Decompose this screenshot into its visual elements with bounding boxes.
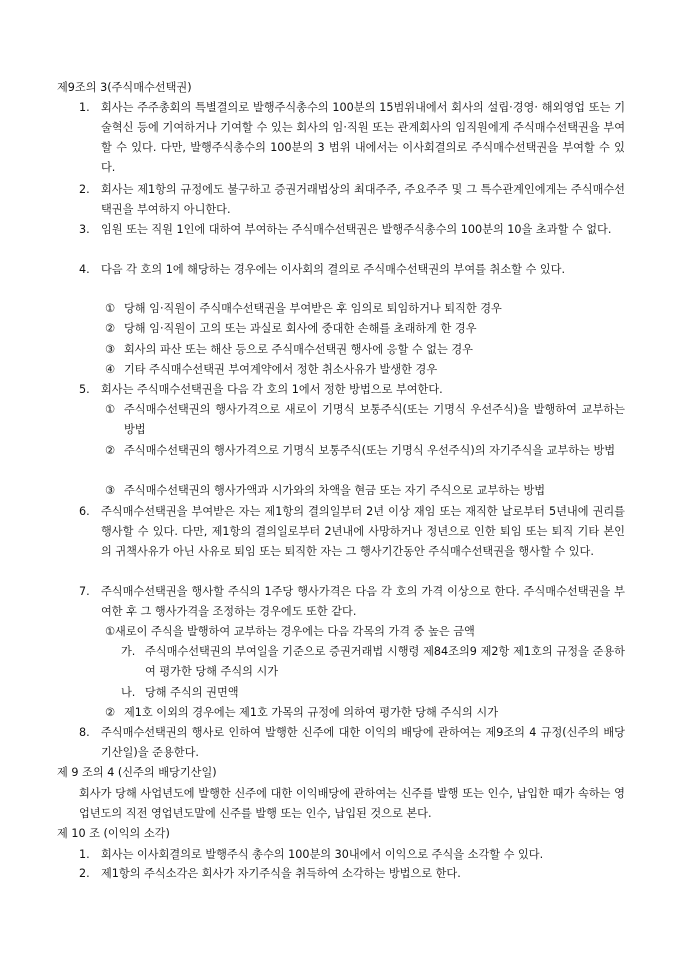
article-9-3-title: 제9조의 3(주식매수선택권) [57,81,192,94]
article-9-4-title: 제 9 조의 4 (신주의 배당기산일) [57,766,217,779]
article-9-3-item-4-sub-1 [105,299,625,319]
sub-mark: 가. [121,645,136,658]
sub-mark: 나. [121,686,136,699]
item-number: 2. [79,867,90,880]
sub-text: ①새로이 주식을 발행하여 교부하는 경우에는 다음 각목의 가격 중 높은 금액 [105,625,475,638]
sub-text: 당해 임·직원이 고의 또는 과실로 회사에 중대한 손해를 초래하게 한 경우 [124,322,477,335]
circled-number: ③ [105,484,116,497]
sub-text: 회사의 파산 또는 해산 등으로 주식매수선택권 행사에 응할 수 없는 경우 [124,343,473,356]
sub-text: 당해 주식의 권면액 [145,686,239,699]
item-text: 주식매수선택권의 행사로 인하여 발행한 신주에 대한 이익의 배당에 관하여는 제9조의 4 규정(신주의 배당기산일)을 준용한다. [101,726,625,759]
circled-number: ③ [105,343,116,356]
article-9-3-item-1 [79,98,625,178]
article-10-item-1 [79,845,625,865]
sub-text: 주식매수선택권의 행사가격으로 기명식 보통주식(또는 기명식 우선주식)의 자기주식을 교부하는 방법 [124,444,616,457]
article-9-3-item-7-sub-2 [105,703,625,723]
item-number: 1. [79,101,90,114]
item-number: 8. [79,726,90,739]
circled-number: ① [105,403,116,416]
sub-text: 주식매수선택권의 행사가액과 시가와의 차액을 현금 또는 자기 주식으로 교부하는 방법 [124,484,546,497]
article-9-3-item-7-sub-1-na [121,683,625,703]
sub-text: 기타 주식매수선택권 부여계약에서 정한 취소사유가 발생한 경우 [124,363,438,376]
sub-text: 주식매수선택권의 행사가격으로 새로이 기명식 보통주식(또는 기명식 우선주식)을 발행하여 교부하는 방법 [124,403,625,436]
item-text: 다음 각 호의 1에 해당하는 경우에는 이사회의 결의로 주식매수선택권의 부여를 취소할 수 있다. [101,263,566,276]
article-9-3-item-4 [79,260,625,280]
sub-text: 주식매수선택권의 부여일을 기준으로 증권거래법 시행령 제84조의9 제2항 제1호의 규정을 준용하여 평가한 당해 주식의 시가 [145,645,625,678]
circled-number: ② [105,706,116,719]
item-text: 제1항의 주식소각은 회사가 자기주식을 취득하여 소각하는 방법으로 한다. [101,867,461,880]
article-10-title: 제 10 조 (이익의 소각) [57,827,170,840]
item-number: 2. [79,183,90,196]
circled-number: ② [105,322,116,335]
article-9-3-item-5-sub-2 [105,441,625,461]
article-9-3-item-7 [79,582,625,622]
article-10-item-2 [79,864,625,884]
item-number: 1. [79,848,90,861]
article-9-3-item-3 [79,220,625,240]
sub-text: 당해 임·직원이 주식매수선택권을 부여받은 후 임의로 퇴임하거나 퇴직한 경우 [124,302,502,315]
item-number: 3. [79,223,90,236]
item-text: 회사는 주식매수선택권을 다음 각 호의 1에서 정한 방법으로 부여한다. [101,383,443,396]
article-9-4-body: 회사가 당해 사업년도에 발행한 신주에 대한 이익배당에 관하여는 신주를 발행 또는 인수, 납입한 때가 속하는 영업년도의 직전 영업년도말에 신주를 발행 또는 인수, 납입된 것으로 본다. [79,787,625,820]
article-9-3-item-4-sub-4 [105,360,625,380]
article-9-3-item-7-sub-1-ga [121,642,625,682]
item-number: 4. [79,263,90,276]
article-9-3-item-6 [79,502,625,562]
sub-text: 제1호 이외의 경우에는 제1호 가목의 규정에 의하여 평가한 당해 주식의 시가 [124,706,499,719]
article-9-3-item-5-sub-3 [105,481,625,501]
item-text: 주식매수선택권을 부여받은 자는 제1항의 결의일부터 2년 이상 재임 또는 재직한 날로부터 5년내에 권리를 행사할 수 있다. 다만, 제1항의 결의일로부터 2년내에 사망하거나 정년으로 인한 퇴임 또는 퇴직 기타 본인의 귀책사유가 아닌 사유로 퇴임 또는 퇴직한 자는 그 행사기간동안 주식매수선택권을 행사할 수 있다. [101,505,625,558]
item-number: 7. [79,585,90,598]
item-text: 임원 또는 직원 1인에 대하여 부여하는 주식매수선택권은 발행주식총수의 100분의 10을 초과할 수 없다. [101,223,612,236]
article-9-3-item-2 [79,180,625,220]
article-9-3-item-7-sub-1 [105,622,625,642]
item-text: 회사는 주주총회의 특별결의로 발행주식총수의 100분의 15범위내에서 회사의 설립·경영· 해외영업 또는 기술혁신 등에 기여하거나 기여할 수 있는 회사의 임·직원 또는 관계회사의 임직원에게 주식매수선택권을 부여할 수 있다. 다만, 발행주식총수의 100분의 3 범위 내에서는 이사회결의로 주식매수선택권을 부여할 수 있다. [101,101,625,174]
article-9-3-item-4-sub-2 [105,319,625,339]
circled-number: ④ [105,363,116,376]
article-9-3-item-4-sub-3 [105,340,625,360]
item-text: 회사는 제1항의 규정에도 불구하고 증권거래법상의 최대주주, 주요주주 및 그 특수관계인에게는 주식매수선택권을 부여하지 아니한다. [101,183,625,216]
item-text: 회사는 이사회결의로 발행주식 총수의 100분의 30내에서 이익으로 주식을 소각할 수 있다. [101,848,544,861]
item-text: 주식매수선택권을 행사할 주식의 1주당 행사가격은 다음 각 호의 가격 이상으로 한다. 주식매수선택권을 부여한 후 그 행사가격을 조정하는 경우에도 또한 같다. [101,585,625,618]
item-number: 6. [79,505,90,518]
item-number: 5. [79,383,90,396]
article-9-3-item-5-sub-1 [105,400,625,440]
circled-number: ① [105,302,116,315]
circled-number: ② [105,444,116,457]
article-9-3-item-8 [79,723,625,763]
article-9-3-item-5 [79,380,625,400]
